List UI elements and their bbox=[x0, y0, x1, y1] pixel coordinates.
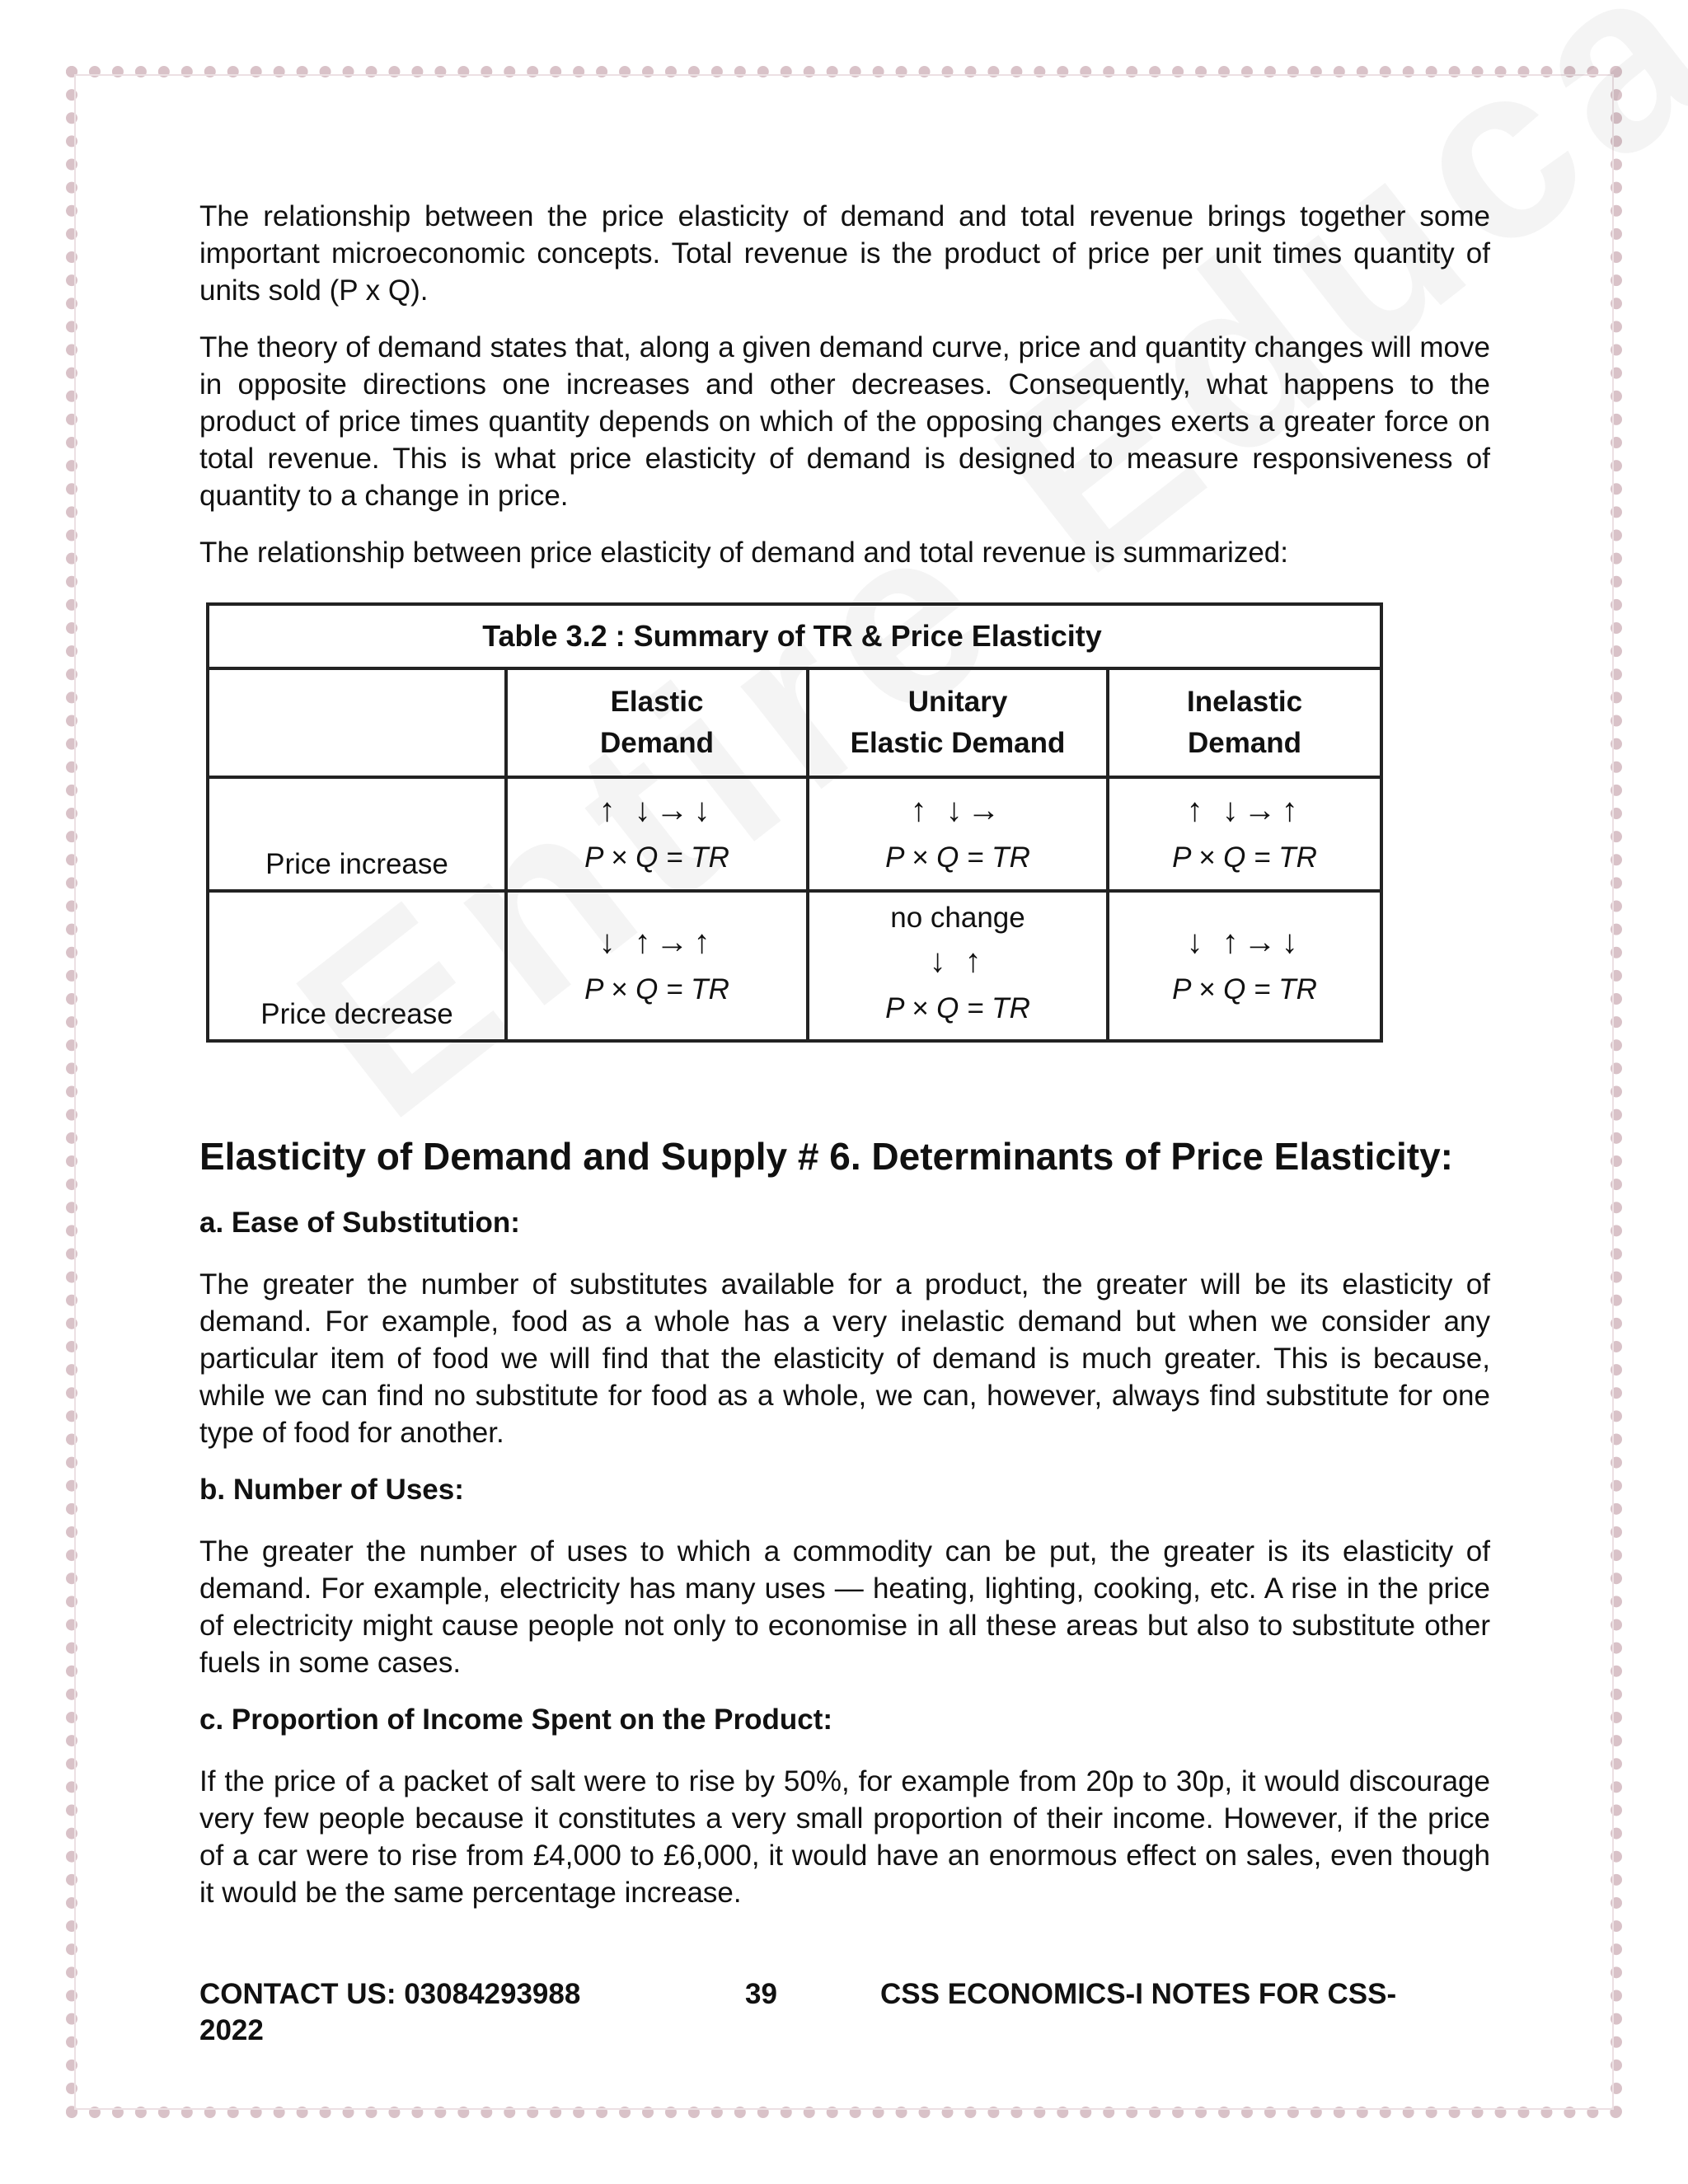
table-corner-cell bbox=[208, 668, 506, 777]
table-row bbox=[208, 891, 1381, 1041]
subsection-title-substitution: a. Ease of Substitution: bbox=[199, 1207, 520, 1239]
subsection-title-uses: b. Number of Uses: bbox=[199, 1474, 464, 1506]
header-inelastic-demand: Inelastic Demand bbox=[1108, 668, 1381, 777]
header-unitary-elastic-demand: Unitary Elastic Demand bbox=[808, 668, 1108, 777]
table-cell bbox=[1108, 777, 1381, 891]
tr-formula: P × Q = TR bbox=[885, 841, 1030, 874]
arrow-symbols: ↑ ↓→↑ bbox=[1186, 792, 1303, 828]
tr-formula: P × Q = TR bbox=[1172, 841, 1317, 874]
table-cell bbox=[506, 777, 808, 891]
table-cell bbox=[506, 891, 808, 1041]
row-label-price-decrease: Price decrease bbox=[208, 891, 506, 1041]
table-cell bbox=[808, 891, 1108, 1041]
arrow-symbols: ↓ ↑→↑ bbox=[598, 924, 715, 960]
subsection-title-income: c. Proportion of Income Spent on the Product: bbox=[199, 1704, 833, 1736]
table-caption: Table 3.2 : Summary of TR & Price Elasticity bbox=[208, 604, 1381, 668]
arrow-symbols: ↑ ↓→ bbox=[910, 792, 1006, 828]
table-row bbox=[208, 777, 1381, 891]
intro-paragraph-3: The relationship between price elasticity of demand and total revenue is summarized: bbox=[199, 537, 1288, 569]
footer-page-number: 39 bbox=[745, 1978, 777, 2010]
header-elastic-demand: Elastic Demand bbox=[506, 668, 808, 777]
intro-paragraph-2: The theory of demand states that, along a given demand curve, price and quantity changes will move in opposite directions one increases and other decreases. Consequently, what happens to the product of price times quantity depends on which of the opposing changes exerts a greater force on total revenue. This is what price elasticity of demand is designed to measure responsiveness of quantity to a change in price. bbox=[199, 331, 1490, 512]
intro-paragraph-1: The relationship between the price elasticity of demand and total revenue brings together some important microeconomic concepts. Total revenue is the product of price per unit times quantity of units sold (P x Q). bbox=[199, 200, 1490, 307]
table-cell bbox=[808, 777, 1108, 891]
section-title: Elasticity of Demand and Supply # 6. Determinants of Price Elasticity: bbox=[199, 1135, 1453, 1178]
tr-formula: P × Q = TR bbox=[584, 841, 729, 874]
page-content bbox=[199, 198, 1490, 1931]
subsection-text-income: If the price of a packet of salt were to rise by 50%, for example from 20p to 30p, it would discourage very few people because it constitutes a very small proportion of their income. However, if the price of a car were to rise from £4,000 to £6,000, it would have an enormous effect on sales, even though it would be the same percentage increase. bbox=[199, 1765, 1490, 1909]
tr-formula: P × Q = TR bbox=[1172, 973, 1317, 1005]
subsection-text-uses: The greater the number of uses to which a commodity can be put, the greater is its elasticity of demand. For example, electricity has many uses — heating, lighting, cooking, etc. A rise in the price of electricity might cause people not only to economise in all these areas but also to substitute other fuels in some cases. bbox=[199, 1535, 1490, 1679]
arrow-symbols: ↓ ↑ bbox=[929, 943, 987, 979]
row-label-price-increase: Price increase bbox=[208, 777, 506, 891]
no-change-note: no change bbox=[890, 902, 1025, 934]
elasticity-summary-table bbox=[206, 602, 1383, 1043]
tr-formula: P × Q = TR bbox=[584, 973, 729, 1005]
subsection-text-substitution: The greater the number of substitutes available for a product, the greater will be its elasticity of demand. For example, food as a whole has a very inelastic demand but when we consider any particular item of food we will find that the elasticity of demand is much greater. This is because, while we can find no substitute for food as a whole, we can, however, always find substitute for one type of food for another. bbox=[199, 1268, 1490, 1449]
arrow-symbols: ↑ ↓→↓ bbox=[598, 792, 715, 828]
table-cell bbox=[1108, 891, 1381, 1041]
arrow-symbols: ↓ ↑→↓ bbox=[1186, 924, 1303, 960]
footer-contact: CONTACT US: 03084293988 bbox=[199, 1978, 581, 2010]
footer-notes-title: CSS ECONOMICS-I NOTES FOR CSS- bbox=[880, 1978, 1397, 2010]
footer-year: 2022 bbox=[199, 2014, 264, 2046]
tr-formula: P × Q = TR bbox=[885, 992, 1030, 1024]
